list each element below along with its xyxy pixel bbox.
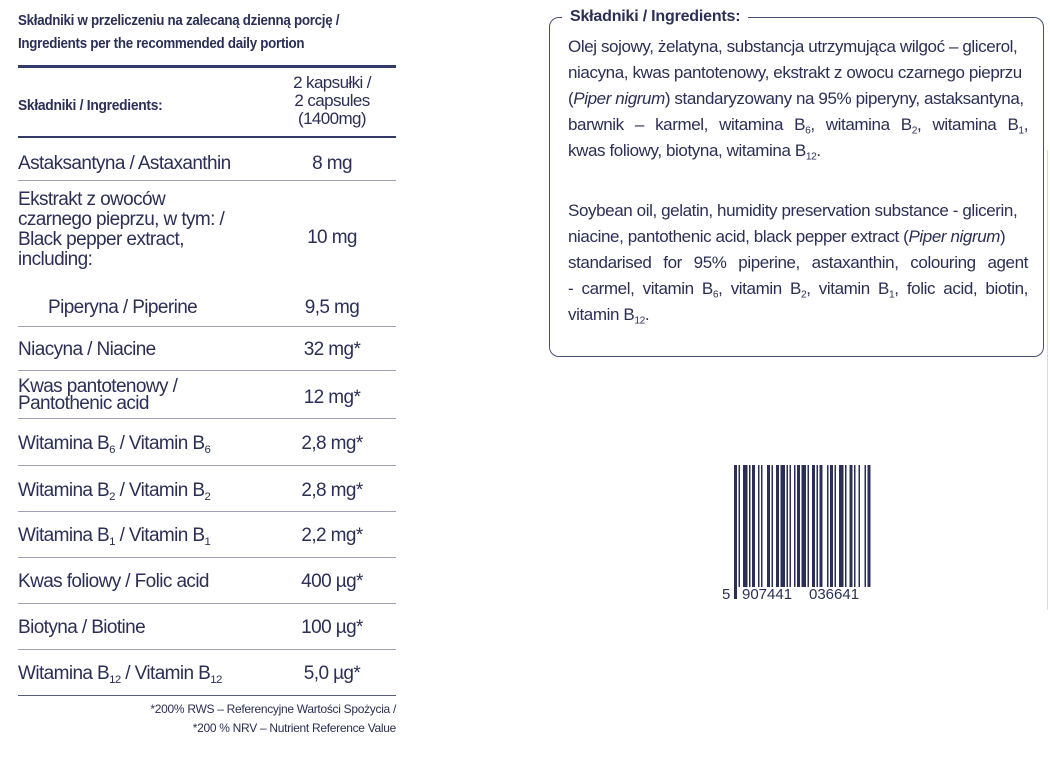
header-dose-line: (1400mg) [298,109,366,128]
barcode-bar [781,465,786,589]
row-name-sub: 2 [204,490,211,503]
row-value: 10 mg [307,227,357,248]
barcode-bar [749,465,751,589]
ingredients-pl-line [568,112,1028,138]
barcode-bar [752,465,755,589]
text-part: , witamina B [917,115,1019,134]
header-rule [18,136,396,138]
text-part: , folic acid, biotin, [894,279,1028,298]
row-value: 100 µg* [301,617,363,638]
row-divider [18,511,396,512]
text-sub: 6 [805,125,811,137]
ingredients-en-line [568,224,1028,250]
row-name-line: Black pepper extract, [18,229,184,250]
row-value: 32 mg* [303,339,361,360]
row-name [18,434,268,454]
row-value: 9,5 mg [304,297,360,318]
row-name-sub: 6 [204,443,211,456]
row-name-sub: 12 [210,673,222,686]
row-value: 2,2 mg* [301,525,363,546]
barcode-bar [797,465,800,599]
text-part: niacine, pantothenic acid, black pepper extract ( [568,227,909,246]
row-value: 12 mg* [303,387,361,408]
row-value: 5,0 µg* [303,663,361,684]
ingredients-box [549,8,1044,357]
row-name-part: / Vitamin B [120,663,211,684]
row-name-part: Witamina B [18,525,110,546]
text-part: , vitamin B [718,279,801,298]
row-name-line: including: [18,249,93,270]
barcode-bar [812,465,815,589]
barcode-bar [743,465,748,589]
ingredients-en-line [568,276,1028,302]
barcode-bar [850,465,853,589]
text-part: ) standaryzowany na 95% piperyny, astaksantyna, [664,89,1024,108]
barcode-bar [827,465,829,589]
barcode-bar [739,465,741,599]
barcode-bar [835,465,837,589]
barcode-bar [790,465,792,589]
ingredients-pl-line [568,138,1028,164]
row-divider [18,418,396,419]
row-name-sub: 12 [109,673,121,686]
ingredients-legend: Składniki / Ingredients: [562,8,748,26]
latin-name: Piper nigrum [573,89,665,108]
barcode-bar [772,465,774,589]
row-divider [18,465,396,466]
ingredients-en-line [568,302,1028,328]
row-name-part: Witamina B [18,663,110,684]
row-name [18,378,268,412]
row-divider [18,370,396,371]
row-name: Piperyna / Piperine [48,297,198,318]
text-part: , witamina B [810,115,912,134]
text-part: , vitamin B [806,279,889,298]
row-name-sub: 2 [109,490,115,503]
barcode-bar [839,465,844,589]
barcode-bar [802,465,807,599]
row-name-sub: 6 [109,443,115,456]
row-name-part: / Vitamin B [114,525,205,546]
text-part: vitamin B [568,305,635,324]
row-name-part: Witamina B [18,480,110,501]
text-sub: 2 [800,289,807,301]
row-name [18,190,268,270]
header-ingredients: Składniki / Ingredients: [18,97,163,114]
row-name-sub: 1 [109,535,115,548]
row-name: Astaksantyna / Astaxanthin [18,153,231,174]
row-name [18,664,268,684]
latin-name: Piper nigrum [908,227,1001,246]
row-divider [18,557,396,558]
row-name-part: / Vitamin B [114,480,205,501]
barcode-digits-left: 907441 [742,586,793,603]
table-title-pl: Składniki w przeliczeniu na zalecaną dzienną porcję / [18,13,340,29]
header-rule [18,65,396,68]
barcode-bar [817,465,819,589]
row-name: Biotyna / Biotine [18,617,146,638]
barcode-bar [854,465,856,589]
barcode-bar [776,465,779,589]
barcode [722,463,892,603]
row-divider [18,180,396,181]
row-divider [18,695,396,696]
ingredients-pl [568,34,1028,164]
text-sub: 1 [1018,125,1024,137]
row-value: 8 mg [312,153,352,174]
text-part: ) [1000,227,1006,246]
row-name-line: Pantothenic acid [18,393,149,414]
row-name: Kwas foliowy / Folic acid [18,571,209,592]
text-part: . [816,141,821,160]
text-part: barwnik – karmel, witamina B [568,115,806,134]
barcode-bar [859,465,861,589]
ingredients-en [568,198,1028,328]
row-value: 400 µg* [301,571,363,592]
page-edge-divider [1047,150,1048,610]
row-name-part: / Vitamin B [114,433,205,454]
row-name: Niacyna / Niacine [18,339,156,360]
barcode-bar [758,465,760,589]
text-part: . [644,305,650,324]
footnote-nrv: *200 % NRV – Nutrient Reference Value [192,721,396,735]
row-name-line: Kwas pantotenowy / [18,376,178,397]
barcode-bar [820,465,823,589]
header-dose-line: 2 capsules [294,91,370,110]
row-divider [18,326,396,327]
barcode-bar [865,465,867,589]
barcode-bar [761,465,763,589]
barcode-digits-right: 036641 [809,586,860,603]
ingredients-pl-line: (Piper nigrum) standaryzowany na 95% piperyny, astaksantyna, [568,89,1024,108]
text-sub: 1 [889,289,895,301]
text-sub: 2 [911,125,918,137]
barcode-bar [830,465,833,589]
row-divider [18,649,396,650]
barcode-bars [722,463,892,603]
ingredients-en-line: standarised for 95% piperine, astaxanthin, colouring agent [568,253,1028,272]
text-sub: 12 [634,315,645,327]
text-part: , [1023,115,1029,134]
row-value: 2,8 mg* [301,480,363,501]
text-part: kwas foliowy, biotyna, witamina B [568,141,806,160]
row-name-sub: 1 [204,535,211,548]
row-divider [18,603,396,604]
barcode-digit-first: 5 [722,586,731,603]
barcode-bar [808,465,810,589]
footnote-rws: *200% RWS – Referencyjne Wartości Spożycia / [150,702,396,716]
row-name [18,526,268,546]
table-title-en: Ingredients per the recommended daily portion [18,36,305,52]
text-sub: 6 [712,289,719,301]
ingredients-pl-line: Olej sojowy, żelatyna, substancja utrzymująca wilgoć – glicerol, [568,37,1018,56]
row-name [18,481,268,501]
text-part: - carmel, vitamin B [568,279,713,298]
ingredients-pl-line: niacyna, kwas pantotenowy, ekstrakt z owocu czarnego pieprzu [568,63,1022,82]
row-name-line: czarnego pieprzu, w tym: / [18,209,225,230]
row-name-part: Witamina B [18,433,110,454]
barcode-bar [767,465,770,589]
barcode-bar [794,465,796,589]
barcode-bar [787,465,789,589]
barcode-bar [734,465,737,599]
barcode-bar [845,465,847,589]
row-name-line: Ekstrakt z owoców [18,189,166,210]
text-sub: 12 [805,151,817,163]
row-value: 2,8 mg* [301,433,363,454]
barcode-bar [868,465,871,599]
ingredients-en-line: Soybean oil, gelatin, humidity preservation substance - glicerin, [568,201,1018,220]
header-dose-line: 2 kapsułki / [293,73,371,92]
header-dose [268,74,396,128]
